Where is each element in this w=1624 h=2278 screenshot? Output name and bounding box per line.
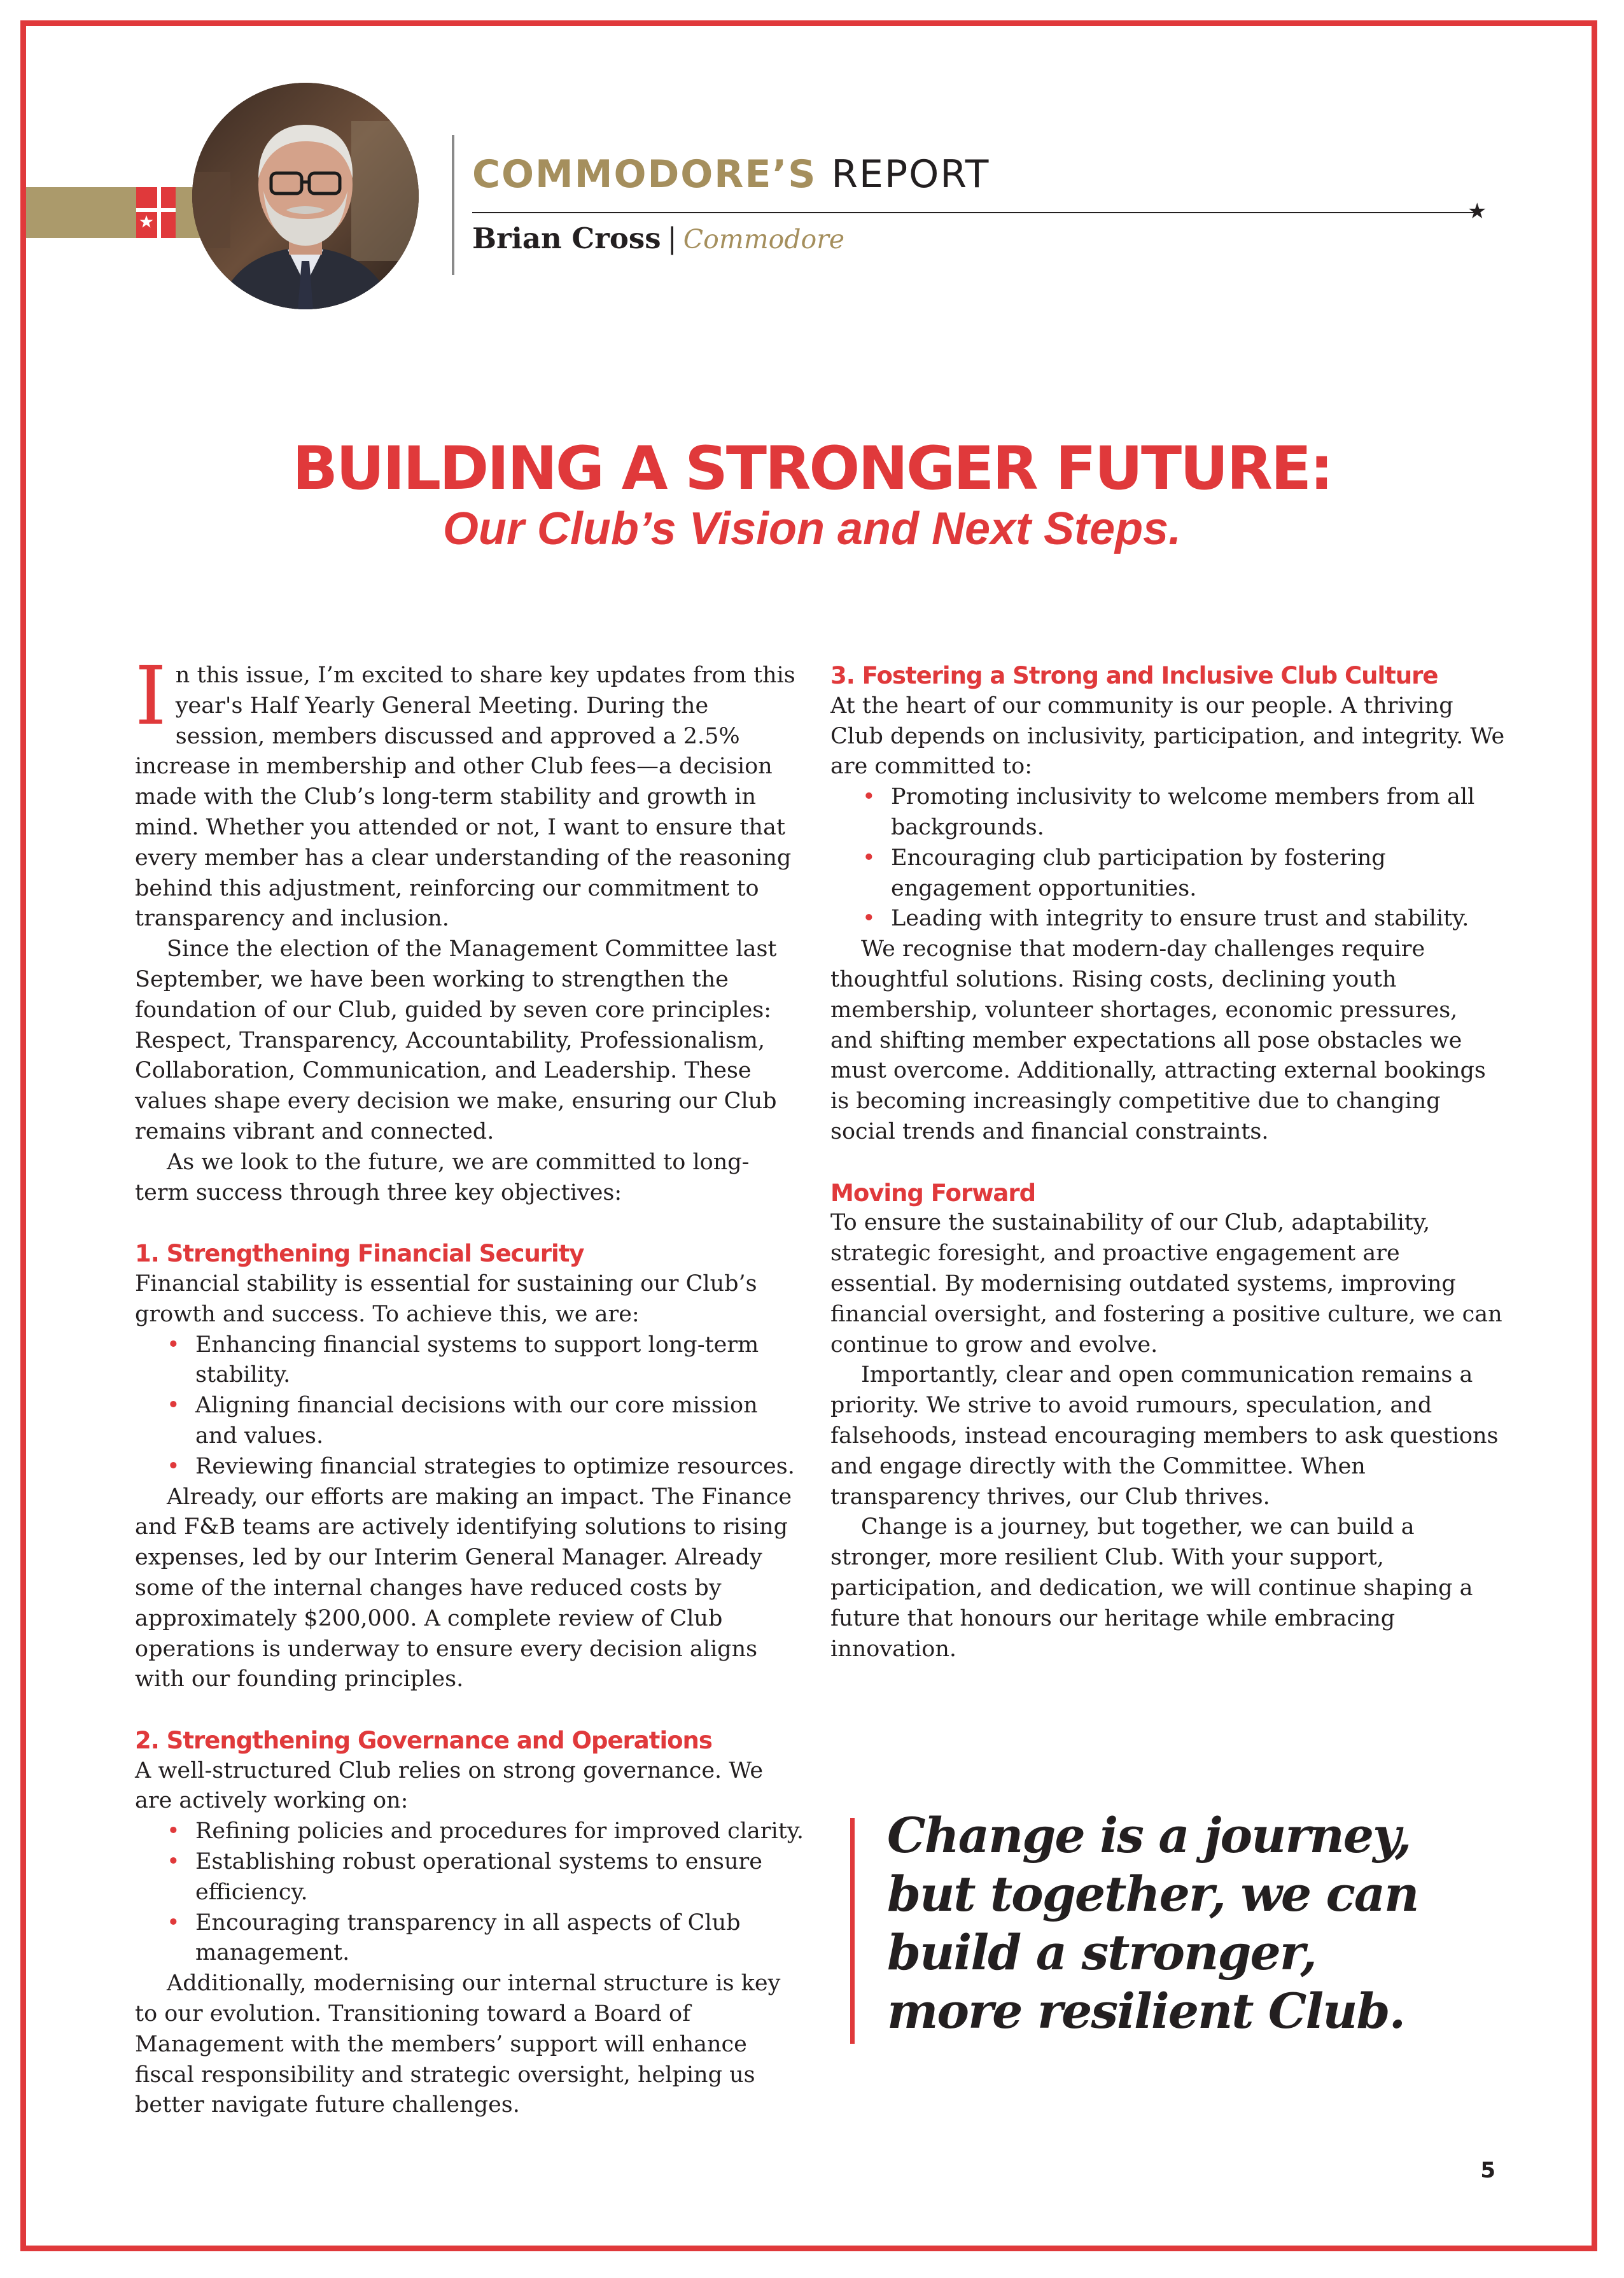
section3-heading: 3. Fostering a Strong and Inclusive Club Culture (830, 662, 1438, 689)
page-number: 5 (1480, 2158, 1495, 2183)
paragraph-objectives: As we look to the future, we are committed to long-term success through three key objectives: (135, 1149, 750, 1206)
section-title (472, 152, 990, 197)
burgee-flag-icon (136, 187, 176, 238)
section-title-accent: COMMODORE’S (472, 152, 817, 197)
section3-followup: We recognise that modern-day challenges require thoughtful solutions. Rising costs, declining youth membership, volunteer shortages, economic pressures, and shifting member expectations all pose obstacles we must overcome. Additionally, attracting external bookings is becoming increasingly competitive due to changing social trends and financial constraints. (830, 936, 1486, 1144)
list-item: • Encouraging club participation by fostering engagement opportunities. (830, 843, 1505, 904)
section1-bullet-list (135, 1330, 803, 1482)
pull-quote-line: Change is a journey, (887, 1807, 1411, 1864)
left-column (135, 649, 804, 2121)
article-subheadline: Our Club’s Vision and Next Steps. (442, 503, 1182, 554)
list-item: • Leading with integrity to ensure trust and stability. (830, 904, 1505, 934)
section-title-rest: REPORT (831, 152, 990, 197)
list-item: • Promoting inclusivity to welcome members from all backgrounds. (830, 782, 1505, 843)
byline-separator: | (667, 221, 677, 255)
intro-text: n this issue, I’m excited to share key updates from this year's Half Yearly General Meeting. During the session, members discussed and approved a 2.5% increase in membership and other Club fees—a decision made with the Club’s long-term stability and growth in mind. Whether you attended or not, I want to ensure that every member has a clear understanding of the reasoning behind this adjustment, reinforcing our commitment to transparency and inclusion. (135, 663, 795, 932)
list-item: • Reviewing financial strategies to optimize resources. (135, 1452, 803, 1482)
moving-forward-paragraph-1: To ensure the sustainability of our Club, adaptability, strategic foresight, and proactive engagement are essential. By modernising outdated systems, improving financial oversight, and fostering a positive culture, we can continue to grow and evolve. (830, 1210, 1502, 1358)
paragraph-principles: Since the election of the Management Committee last September, we have been working to strengthen the foundation of our Club, guided by seven core principles: Respect, Transparency, Accountability, Professionalism, Collaboration, Communication, and Leadership. These values shape every decision we make, ensuring our Club remains vibrant and connected. (135, 936, 777, 1144)
pull-quote-line: but together, we can (887, 1866, 1418, 1922)
portrait-illustration (192, 83, 419, 309)
star-icon: ★ (1467, 199, 1487, 224)
section2-followup: Additionally, modernising our internal structure is key to our evolution. Transitioning toward a Board of Management with the members’ support will enhance fiscal responsibility and strategic oversight, helping us better navigate future challenges. (135, 1971, 781, 2118)
section1-intro: Financial stability is essential for sustaining our Club’s growth and success. To achieve this, we are: (135, 1270, 757, 1327)
header-divider (452, 135, 454, 275)
intro-paragraph (135, 649, 803, 934)
author-byline (472, 220, 844, 258)
moving-forward-paragraph-2: Importantly, clear and open communication remains a priority. We strive to avoid rumours, speculation, and falsehoods, instead encouraging members to ask questions and engage directly with the Committee. When transparency thrives, our Club thrives. (830, 1362, 1499, 1510)
drop-cap: I (135, 649, 167, 743)
list-item: • Establishing robust operational systems to ensure efficiency. (135, 1847, 803, 1908)
author-portrait-avatar (192, 83, 419, 309)
moving-forward-paragraph-3: Change is a journey, but together, we can build a stronger, more resilient Club. With your support, participation, and dedication, we will continue shaping a future that honours our heritage while embracing innovation. (830, 1514, 1473, 1662)
list-item: • Aligning financial decisions with our core mission and values. (135, 1391, 803, 1452)
pull-quote-line: more resilient Club. (887, 1983, 1405, 2039)
right-column (830, 661, 1505, 1664)
section3-bullet-list (830, 782, 1505, 934)
pull-quote (887, 1806, 1460, 2041)
section1-followup: Already, our efforts are making an impact. The Finance and F&B teams are actively identifying solutions to rising expenses, led by our Interim General Manager. Already some of the internal changes have reduced costs by approximately $200,000. A complete review of Club operations is underway to ensure every decision aligns with our founding principles. (135, 1484, 792, 1692)
list-item: • Refining policies and procedures for improved clarity. (135, 1817, 803, 1847)
header-rule (472, 212, 1476, 213)
section2-intro: A well-structured Club relies on strong governance. We are actively working on: (135, 1757, 764, 1814)
pull-quote-bar (850, 1818, 855, 2044)
moving-forward-heading: Moving Forward (830, 1179, 1036, 1207)
list-item: • Encouraging transparency in all aspects of Club management. (135, 1908, 803, 1969)
section2-bullet-list (135, 1817, 803, 1969)
list-item: • Enhancing financial systems to support long-term stability. (135, 1330, 803, 1391)
section1-heading: 1. Strengthening Financial Security (135, 1240, 584, 1268)
author-name: Brian Cross (472, 221, 661, 255)
section3-intro: At the heart of our community is our people. A thriving Club depends on inclusivity, participation, and integrity. We are committed to: (830, 693, 1505, 780)
article-headline: BUILDING A STRONGER FUTURE: (292, 434, 1332, 503)
author-role: Commodore (683, 224, 845, 255)
section2-heading: 2. Strengthening Governance and Operations (135, 1726, 712, 1754)
pull-quote-line: build a stronger, (887, 1924, 1316, 1981)
